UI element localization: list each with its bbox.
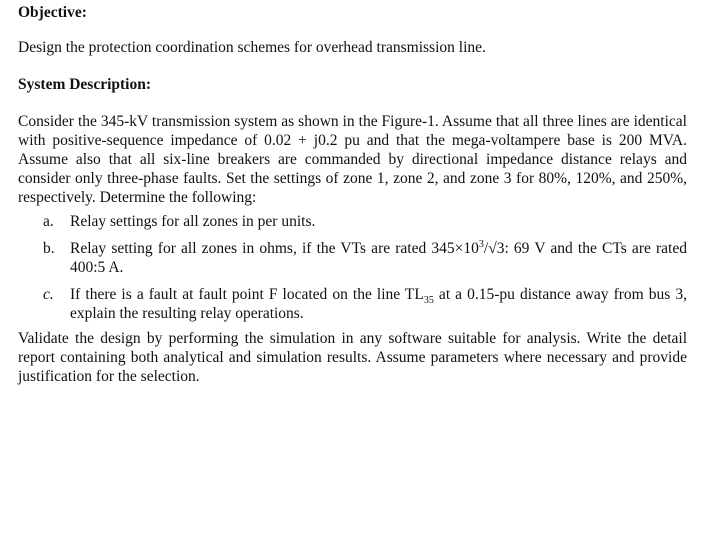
closing-paragraph: Validate the design by performing the simulation in any software suitable for analysis. Write the detail report containing both analytical and simulation results. Assume parameters where necessary and provide justification for the selection.: [18, 330, 687, 385]
task-marker-c: c.: [43, 286, 54, 303]
assignment-document: [18, 4, 687, 386]
task-marker-a: a.: [43, 213, 54, 230]
task-text-c-subscript: 35: [423, 295, 434, 307]
task-item-b: [18, 239, 687, 277]
task-text-c-part1: If there is a fault at fault point F located on the line TL: [70, 286, 424, 303]
task-item-a: [18, 212, 687, 231]
task-text-b-part2: /√3: 69 V and the CTs are rated 400:5 A.: [70, 240, 687, 276]
task-text-b-superscript: 3: [478, 238, 484, 250]
task-list: [18, 212, 687, 323]
task-text-a: Relay settings for all zones in per units.: [70, 213, 316, 230]
system-description-intro: Consider the 345-kV transmission system as shown in the Figure-1. Assume that all three lines are identical with positive-sequence impedance of 0.02 + j0.2 pu and that the mega-voltampere base is 200 MVA. Assume also that all six-line breakers are commanded by directional impedance distance relays and consider only three-phase faults. Set the settings of zone 1, zone 2, and zone 3 for 80%, 120%, and 250%, respectively. Determine the following:: [18, 113, 687, 206]
task-item-c: [18, 285, 687, 323]
system-description-heading: System Description:: [18, 76, 152, 93]
task-text-b-part1: Relay setting for all zones in ohms, if the VTs are rated 345×10: [70, 240, 479, 257]
objective-text: Design the protection coordination schemes for overhead transmission line.: [18, 39, 486, 56]
task-text-c-part2: at a 0.15-pu distance away from bus 3, explain the resulting relay operations.: [70, 286, 687, 322]
task-marker-b: b.: [43, 240, 55, 257]
objective-heading: Objective:: [18, 4, 87, 21]
